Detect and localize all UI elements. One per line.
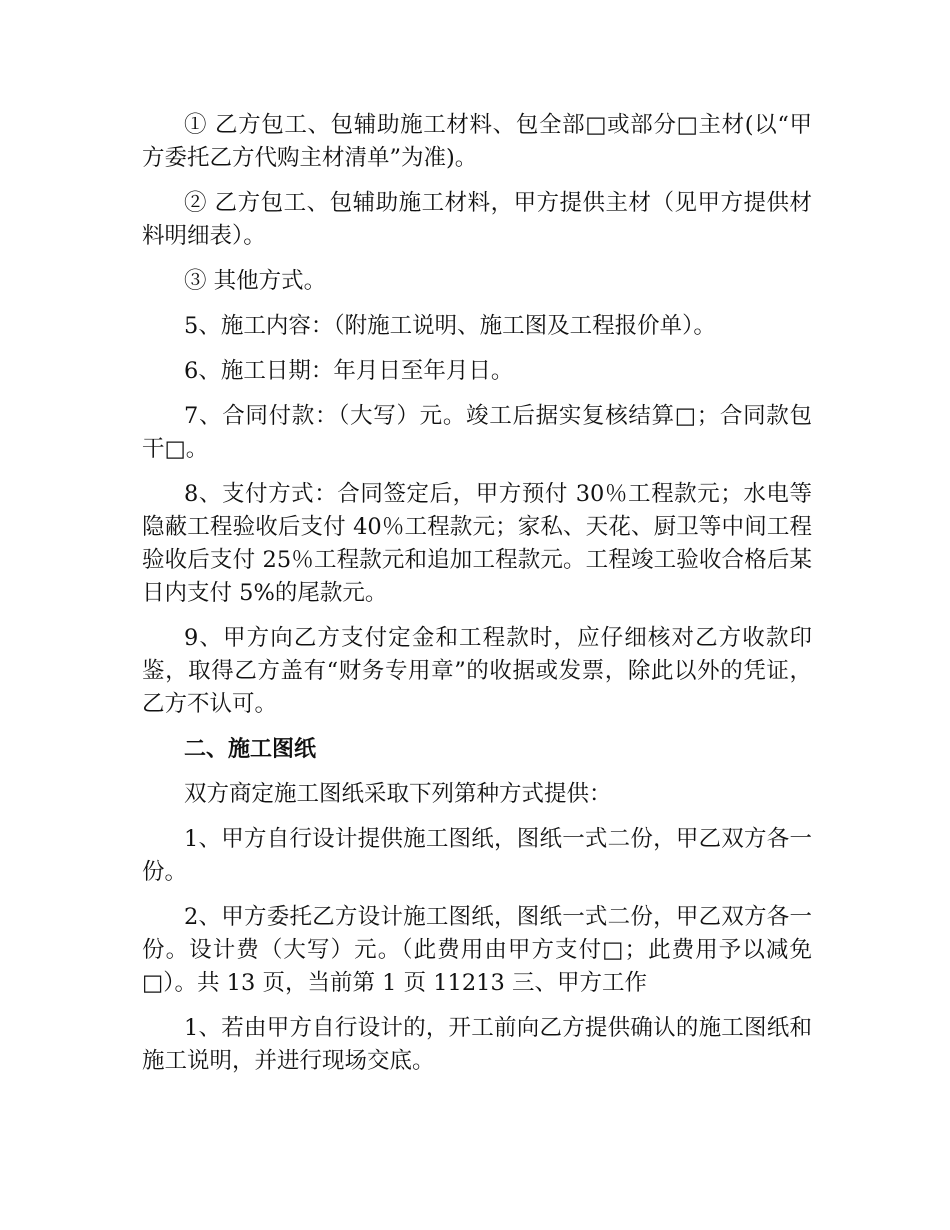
paragraph-clause-8: 8、支付方式：合同签定后，甲方预付 30％工程款元；水电等隐蔽工程验收后支付 40％工程款元；家私、天花、厨卫等中间工程验收后支付 25％工程款元和追加工程款元。工程竣工验收合格后某日内支付 5%的尾款元。 — [142, 481, 812, 606]
paragraph-party-a-1: 1、若由甲方自行设计的，开工前向乙方提供确认的施工图纸和施工说明，并进行现场交底。 — [142, 1015, 812, 1074]
paragraph-clause-5: 5、施工内容：（附施工说明、施工图及工程报价单）。 — [184, 313, 716, 339]
paragraph-drawings-intro: 双方商定施工图纸采取下列第种方式提供： — [184, 781, 612, 807]
paragraph-drawings-2: 2、甲方委托乙方设计施工图纸，图纸一式二份，甲乙双方各一份。设计费（大写）元。（此费用由甲方支付□；此费用予以减免□）。共 13 页，当前第 1 页 11213 三、甲方工作 — [142, 904, 812, 996]
section-heading-drawings: 二、施工图纸 — [184, 737, 317, 762]
paragraph-clause-7: 7、合同付款：（大写）元。竣工后据实复核结算□；合同款包干□。 — [142, 403, 812, 462]
paragraph-option-2: ② 乙方包工、包辅助施工材料，甲方提供主材（见甲方提供材料明细表）。 — [142, 190, 812, 249]
paragraph-option-1: ① 乙方包工、包辅助施工材料、包全部□或部分□主材(以“甲方委托乙方代购主材清单”为准)。 — [142, 112, 812, 171]
paragraph-clause-9: 9、甲方向乙方支付定金和工程款时，应仔细核对乙方收款印鉴，取得乙方盖有“财务专用章”的收据或发票，除此以外的凭证，乙方不认可。 — [142, 625, 812, 717]
paragraph-drawings-1: 1、甲方自行设计提供施工图纸，图纸一式二份，甲乙双方各一份。 — [142, 826, 812, 885]
document-body — [142, 109, 812, 1090]
paragraph-clause-6: 6、施工日期：年月日至年月日。 — [184, 358, 514, 384]
paragraph-option-3: ③ 其他方式。 — [184, 268, 327, 294]
